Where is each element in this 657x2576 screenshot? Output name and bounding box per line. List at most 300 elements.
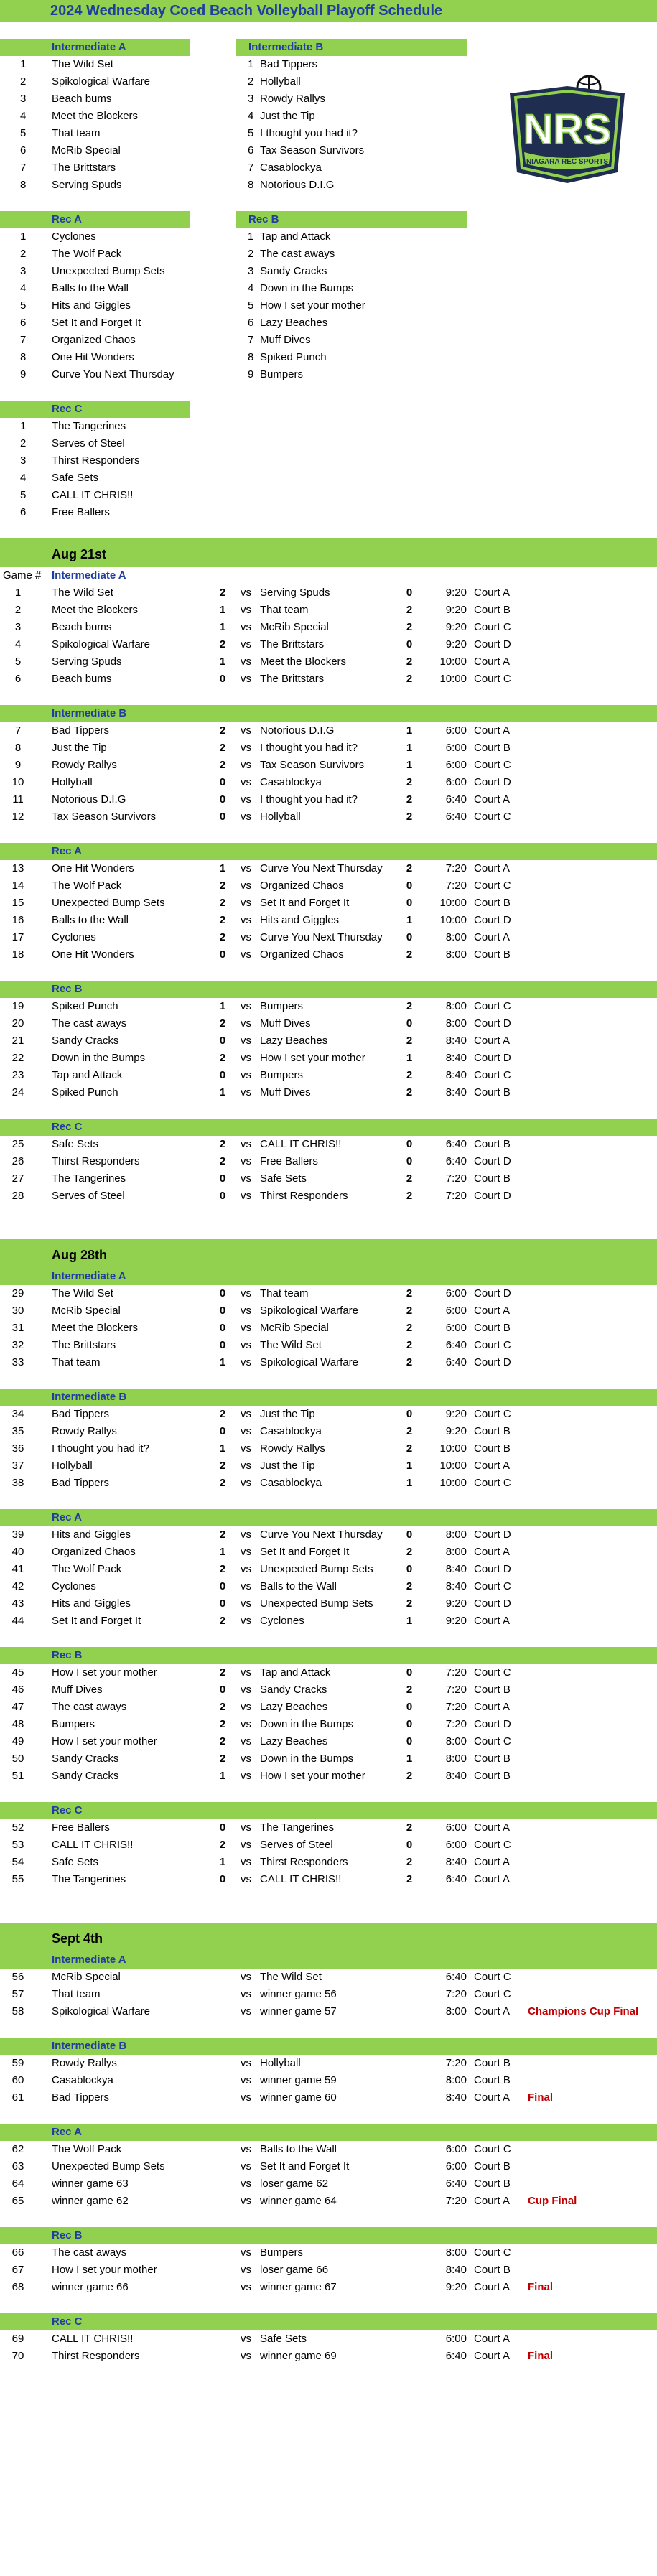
home-team: Safe Sets [52,1856,99,1868]
home-team: Bad Tippers [52,1408,110,1420]
vs-label: vs [241,1035,251,1047]
away-team: I thought you had it? [260,793,358,806]
away-team: Organized Chaos [260,879,344,892]
home-score: 1 [219,1546,226,1558]
game-number: 11 [12,793,24,806]
game-number: 34 [11,1408,24,1420]
standing-row [0,470,657,487]
home-team: Bad Tippers [52,724,110,737]
home-score: 0 [219,811,226,823]
away-score: 2 [406,1597,413,1610]
home-team: Beach bums [52,621,112,633]
standing-row [0,228,657,246]
game-number: 32 [11,1339,24,1351]
home-score: 1 [219,604,226,616]
vs-label: vs [241,1580,251,1592]
home-team: Hollyball [52,776,93,788]
game-time: 8:00 [445,1753,467,1765]
seed-number: 3 [248,93,254,105]
vs-label: vs [241,2178,251,2190]
game-row [0,1187,657,1205]
away-team: That team [260,604,309,616]
vs-label: vs [241,1597,251,1610]
game-row [0,2348,657,2365]
away-team: Thirst Responders [260,1856,348,1868]
away-team: Casablockya [260,776,322,788]
game-time: 8:00 [445,2246,467,2259]
home-team: One Hit Wonders [52,862,134,874]
seed-number: 5 [20,489,27,501]
home-score: 1 [219,1086,226,1098]
game-time: 10:00 [439,897,467,909]
home-team: Spikological Warfare [52,2005,150,2017]
standing-row [0,90,657,108]
away-score: 0 [406,1017,413,1030]
game-number: 60 [11,2074,24,2086]
away-score: 2 [406,1821,413,1834]
team-name: Just the Tip [260,110,315,122]
away-team: Serves of Steel [260,1839,333,1851]
home-team: Thirst Responders [52,1155,140,1167]
away-team: Curve You Next Thursday [260,862,383,874]
away-team: winner game 69 [260,2350,337,2362]
away-team: Bumpers [260,2246,304,2259]
game-time: 7:20 [445,2057,467,2069]
home-score: 1 [219,1000,226,1012]
away-team: Free Ballers [260,1155,318,1167]
game-row [0,1526,657,1544]
vs-label: vs [241,1666,251,1679]
game-number: 53 [11,1839,24,1851]
game-time: 8:00 [445,1735,467,1747]
schedule [0,538,657,2399]
away-team: Safe Sets [260,1172,307,1185]
seed-number: 6 [20,506,27,518]
home-score: 2 [219,1138,226,1150]
home-score: 2 [219,1701,226,1713]
court: Court B [474,1172,511,1185]
vs-label: vs [241,1821,251,1834]
away-score: 2 [406,1442,413,1455]
game-row [0,808,657,826]
court: Court B [474,897,511,909]
seed-number: 6 [248,317,254,329]
home-score: 0 [219,793,226,806]
spacer [0,2020,657,2038]
away-team: Bumpers [260,1000,304,1012]
game-row [0,1595,657,1613]
seed-number: 1 [20,230,27,243]
home-team: Organized Chaos [52,1546,136,1558]
home-team: Cyclones [52,1580,96,1592]
game-row [0,1320,657,1337]
game-time: 6:00 [445,2160,467,2173]
seed-number: 2 [20,75,27,88]
vs-label: vs [241,1356,251,1368]
court: Court B [474,1753,511,1765]
game-time: 7:20 [445,1666,467,1679]
game-row [0,1699,657,1716]
seed-number: 1 [248,58,254,70]
home-team: The Tangerines [52,1172,126,1185]
section-header: Rec C [0,1119,657,1136]
spacer [0,1888,657,1905]
game-row [0,1136,657,1153]
game-row [0,739,657,757]
team-name: Muff Dives [260,334,311,346]
vs-label: vs [241,1408,251,1420]
away-score: 2 [406,1069,413,1081]
spacer [0,2296,657,2313]
standing-row [0,349,657,366]
court: Court A [474,2195,511,2207]
game-time: 10:00 [439,673,467,685]
game-time: 9:20 [445,2281,467,2293]
game-number: 49 [11,1735,24,1747]
home-team: Spikological Warfare [52,638,150,650]
game-time: 6:00 [445,759,467,771]
final-note: Final [528,2350,554,2362]
away-team: Curve You Next Thursday [260,931,383,943]
vs-label: vs [241,1615,251,1627]
court: Court C [474,1000,511,1012]
game-number: 47 [11,1701,24,1713]
seed-number: 9 [248,368,254,381]
home-team: The cast aways [52,1017,127,1030]
away-team: winner game 56 [260,1988,337,2000]
seed-number: 8 [20,179,27,191]
seed-number: 8 [248,351,254,363]
game-row [0,584,657,602]
home-team: That team [52,1988,101,2000]
away-score: 2 [406,1425,413,1437]
section-header: Intermediate B [0,705,657,722]
away-team: Casablockya [260,1425,322,1437]
away-team: loser game 66 [260,2264,329,2276]
game-number: 19 [11,1000,24,1012]
home-score: 2 [219,1052,226,1064]
game-number: 56 [11,1971,24,1983]
game-time: 9:20 [445,1615,467,1627]
home-score: 1 [219,621,226,633]
game-row [0,1837,657,1854]
court: Court B [474,2057,511,2069]
vs-label: vs [241,1442,251,1455]
away-team: Tap and Attack [260,1666,331,1679]
away-score: 2 [406,776,413,788]
vs-label: vs [241,914,251,926]
game-number: 64 [11,2178,24,2190]
away-score: 0 [406,897,413,909]
away-team: Casablockya [260,1477,322,1489]
game-number: 44 [11,1615,24,1627]
standing-row [0,314,657,332]
away-team: Set It and Forget It [260,897,350,909]
game-time: 10:00 [439,1442,467,1455]
standing-row [0,159,657,177]
game-time: 6:40 [445,2350,467,2362]
game-number: 14 [11,879,24,892]
home-score: 0 [219,1172,226,1185]
vs-label: vs [241,1839,251,1851]
standing-row [0,452,657,470]
court: Court A [474,931,511,943]
game-row [0,2262,657,2279]
vs-label: vs [241,1460,251,1472]
game-time: 7:20 [445,1190,467,1202]
home-score: 0 [219,1287,226,1299]
court: Court A [474,1856,511,1868]
game-row [0,1354,657,1371]
game-time: 8:40 [445,2264,467,2276]
court: Court B [474,2160,511,2173]
game-number: 22 [11,1052,24,1064]
game-number: 9 [14,759,22,771]
seed-number: 6 [248,144,254,157]
court: Court C [474,1069,511,1081]
home-team: Beach bums [52,673,112,685]
standing-row [0,125,657,142]
game-number: 45 [11,1666,24,1679]
game-time: 10:00 [439,1477,467,1489]
section-header: Intermediate B [0,2038,657,2055]
vs-label: vs [241,948,251,961]
away-team: Muff Dives [260,1017,311,1030]
vs-label: vs [241,2246,251,2259]
spacer [0,1492,657,1509]
game-time: 8:00 [445,1529,467,1541]
home-team: Balls to the Wall [52,914,129,926]
game-row [0,1613,657,1630]
game-number: 43 [11,1597,24,1610]
vs-label: vs [241,2264,251,2276]
court: Court D [474,1287,511,1299]
court: Court C [474,879,511,892]
court: Court B [474,1138,511,1150]
away-score: 0 [406,1839,413,1851]
date-header: Sept 4th [0,1923,657,1951]
game-number: 17 [11,931,24,943]
vs-label: vs [241,2350,251,2362]
vs-label: vs [241,1287,251,1299]
court: Court A [474,1615,511,1627]
home-team: winner game 63 [52,2178,129,2190]
away-score: 0 [406,1735,413,1747]
away-team: winner game 57 [260,2005,337,2017]
game-row [0,1578,657,1595]
court: Court C [474,759,511,771]
away-score: 2 [406,793,413,806]
away-score: 1 [406,914,413,926]
court: Court A [474,1546,511,1558]
game-time: 10:00 [439,1460,467,1472]
home-team: Sandy Cracks [52,1753,119,1765]
seed-number: 3 [20,93,27,105]
spacer [0,1101,657,1119]
home-score: 2 [219,1753,226,1765]
game-row [0,619,657,636]
home-team: McRib Special [52,1971,121,1983]
away-team: The Wild Set [260,1339,322,1351]
game-number: 52 [11,1821,24,1834]
vs-label: vs [241,1322,251,1334]
home-team: Meet the Blockers [52,1322,139,1334]
court: Court D [474,776,511,788]
vs-label: vs [241,1684,251,1696]
court: Court D [474,1190,511,1202]
vs-label: vs [241,879,251,892]
vs-label: vs [241,1718,251,1730]
home-score: 2 [219,914,226,926]
team-name: Bad Tippers [260,58,318,70]
home-score: 2 [219,1563,226,1575]
game-row [0,774,657,791]
game-row [0,2055,657,2072]
game-number: 27 [11,1172,24,1185]
game-number: 70 [11,2350,24,2362]
home-team: Cyclones [52,931,96,943]
away-team: Just the Tip [260,1408,315,1420]
away-team: McRib Special [260,1322,329,1334]
game-row [0,1716,657,1733]
away-team: winner game 59 [260,2074,337,2086]
home-team: That team [52,1356,101,1368]
court: Court C [474,1735,511,1747]
game-number: 10 [11,776,24,788]
game-number: 67 [11,2264,24,2276]
game-number: 48 [11,1718,24,1730]
court: Court C [474,1988,511,2000]
vs-label: vs [241,1138,251,1150]
seed-number: 1 [20,420,27,432]
home-team: Serving Spuds [52,655,122,668]
home-score: 0 [219,1069,226,1081]
vs-label: vs [241,811,251,823]
home-score: 2 [219,1477,226,1489]
seed-number: 3 [248,265,254,277]
spacer [0,2382,657,2399]
away-team: Lazy Beaches [260,1735,328,1747]
home-team: Tap and Attack [52,1069,123,1081]
seed-number: 5 [20,299,27,312]
vs-label: vs [241,2057,251,2069]
division-name: Rec B [236,211,467,228]
court: Court C [474,1666,511,1679]
seed-number: 3 [20,454,27,467]
standing-row [0,177,657,194]
spacer [0,826,657,843]
game-row [0,1871,657,1888]
seed-number: 8 [20,351,27,363]
home-team: Tax Season Survivors [52,811,157,823]
game-time: 6:40 [445,1138,467,1150]
home-team: Unexpected Bump Sets [52,2160,165,2173]
game-number: 35 [11,1425,24,1437]
game-number: 62 [11,2143,24,2155]
date-header: Aug 21st [0,538,657,567]
away-team: Safe Sets [260,2333,307,2345]
game-row [0,1084,657,1101]
home-team: The cast aways [52,2246,127,2259]
game-number: 41 [11,1563,24,1575]
home-score: 0 [219,1035,226,1047]
away-team: Spikological Warfare [260,1305,358,1317]
away-team: Serving Spuds [260,587,330,599]
away-team: The Tangerines [260,1821,335,1834]
away-team: Tax Season Survivors [260,759,365,771]
home-score: 0 [219,673,226,685]
svg-text:NIAGARA REC SPORTS: NIAGARA REC SPORTS [526,158,609,166]
game-number: 2 [14,604,22,616]
team-name: Notorious D.I.G [260,179,335,191]
away-team: Spikological Warfare [260,1356,358,1368]
home-team: Notorious D.I.G [52,793,126,806]
away-score: 2 [406,673,413,685]
standing-row [0,366,657,383]
court: Court D [474,914,511,926]
game-number: 3 [14,621,22,633]
home-score: 0 [219,1339,226,1351]
vs-label: vs [241,1425,251,1437]
section-header: Intermediate A [0,1951,657,1969]
team-name: Spikological Warfare [52,75,150,88]
final-note: Cup Final [528,2195,577,2207]
section-header: Rec B [0,981,657,998]
game-time: 8:40 [445,1052,467,1064]
game-time: 8:00 [445,1546,467,1558]
away-team: The Brittstars [260,638,325,650]
game-time: 8:40 [445,1856,467,1868]
game-number: 54 [11,1856,24,1868]
court: Court B [474,2264,511,2276]
game-time: 6:40 [445,1971,467,1983]
game-time: 7:20 [445,1701,467,1713]
court: Court B [474,1770,511,1782]
seed-number: 5 [248,299,254,312]
team-name: Down in the Bumps [260,282,354,294]
game-time: 10:00 [439,655,467,668]
court: Court B [474,948,511,961]
standing-row [0,332,657,349]
game-time: 9:20 [445,638,467,650]
away-team: Set It and Forget It [260,1546,350,1558]
team-name: Rowdy Rallys [260,93,325,105]
game-number: 25 [11,1138,24,1150]
vs-label: vs [241,1172,251,1185]
team-name: One Hit Wonders [52,351,134,363]
home-score: 2 [219,1460,226,1472]
away-score: 1 [406,759,413,771]
vs-label: vs [241,724,251,737]
home-team: How I set your mother [52,1666,157,1679]
team-name: Spiked Punch [260,351,327,363]
game-row [0,722,657,739]
home-team: Sandy Cracks [52,1035,119,1047]
seed-number: 7 [248,334,254,346]
game-row [0,2089,657,2106]
game-number: 16 [11,914,24,926]
team-name: Tax Season Survivors [260,144,365,157]
court: Court B [474,604,511,616]
home-team: Bad Tippers [52,1477,110,1489]
game-number: 26 [11,1155,24,1167]
away-score: 1 [406,1615,413,1627]
home-score: 2 [219,1839,226,1851]
spacer [0,2210,657,2227]
game-time: 9:20 [445,1425,467,1437]
away-score: 2 [406,1172,413,1185]
game-row [0,1067,657,1084]
